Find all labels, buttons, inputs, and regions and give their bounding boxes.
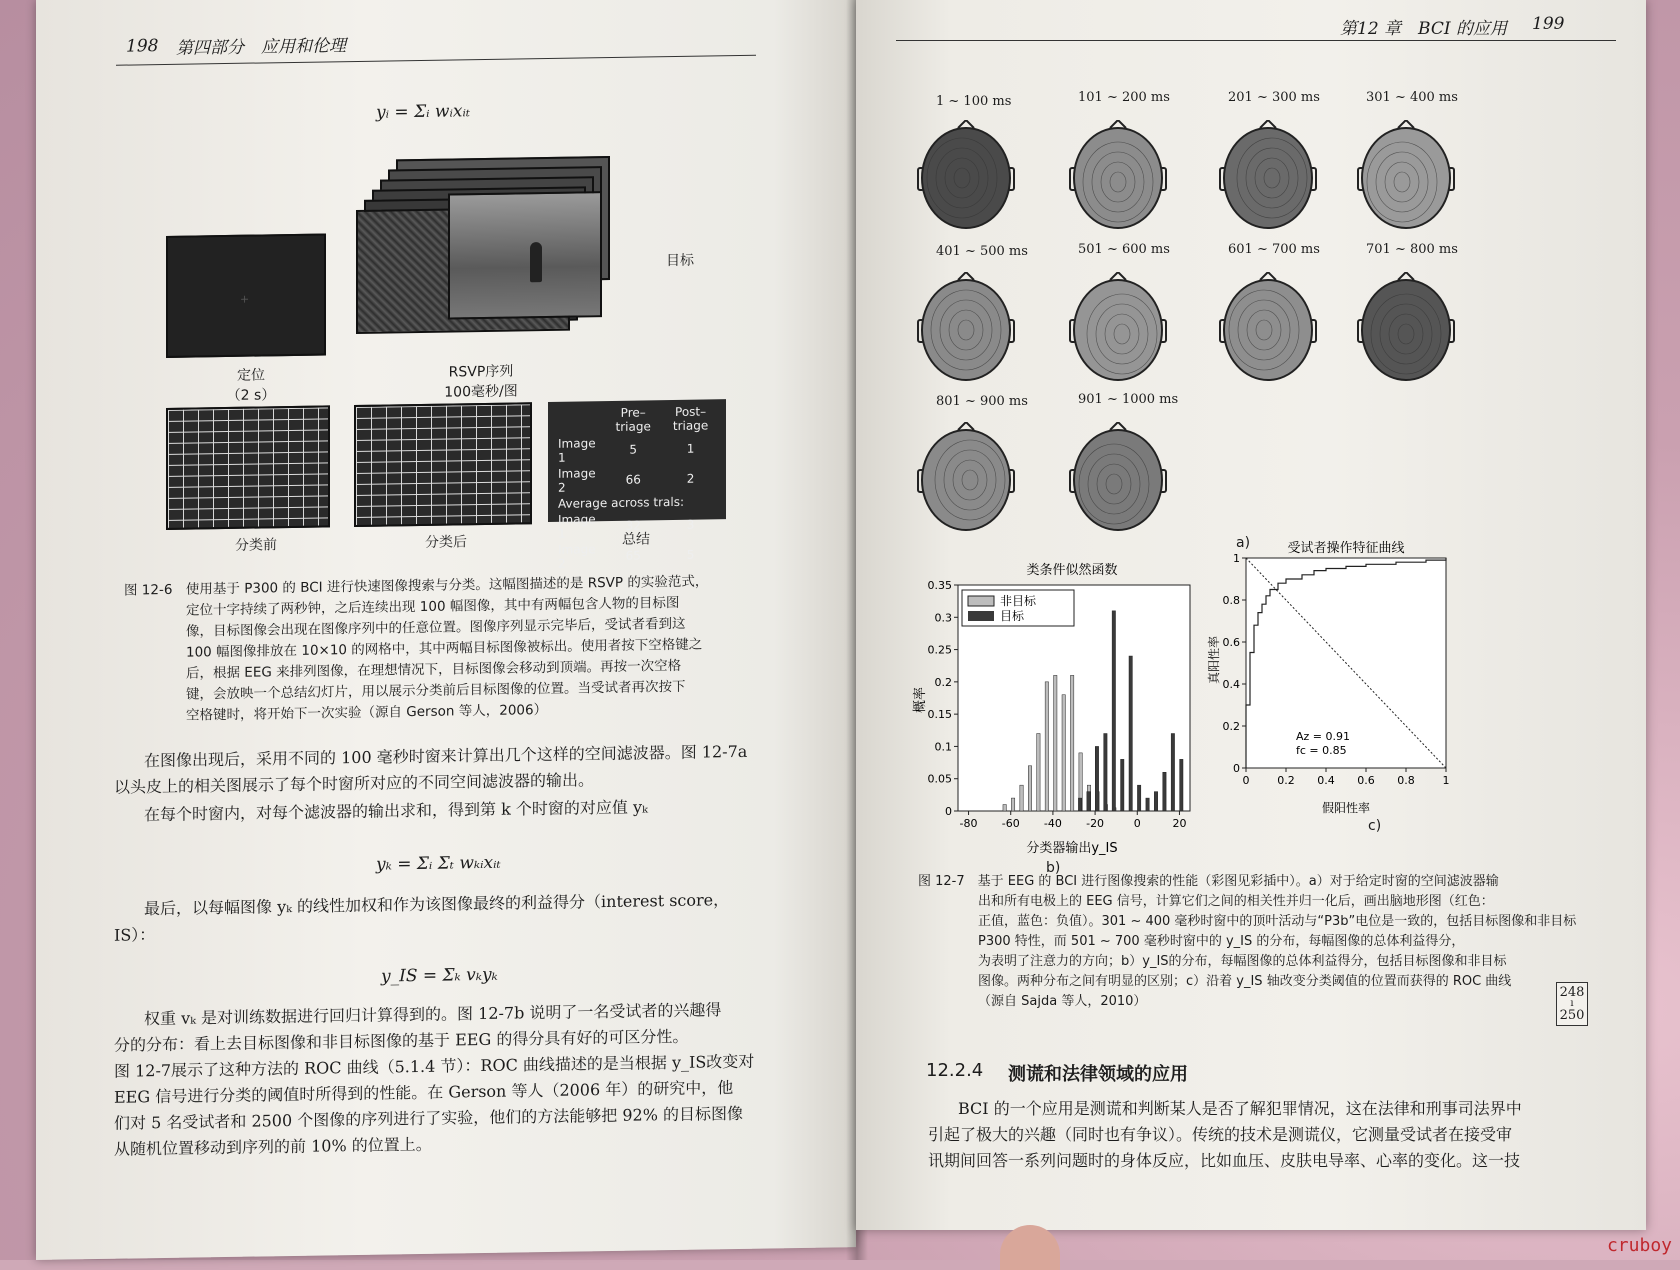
bar-non-target bbox=[1003, 805, 1006, 811]
grid-before-classification bbox=[166, 405, 330, 530]
paragraph-1: 在图像出现后，采用不同的 100 毫秒时窗来计算出几个这样的空间滤波器。图 12-7a 以头皮上的相关图展示了每个时窗所对应的不同空间滤波器的输出。 在每个时窗内，对每个滤波器的输出求和，得到第 k 个时窗的对应值 yₖ bbox=[114, 738, 774, 828]
topomap-label: 1 ~ 100 ms bbox=[936, 94, 1012, 109]
bar-target bbox=[1129, 656, 1132, 811]
roc-curve-chart bbox=[1206, 540, 1466, 830]
chart-b-xlabel: 分类器输出y_IS bbox=[1026, 841, 1118, 856]
chart-c-xtick-label: 0 bbox=[1242, 774, 1250, 787]
after-label: 分类后 bbox=[425, 534, 467, 551]
figure-12-6-caption: 图 12-6 使用基于 P300 的 BCI 进行快速图像搜索与分类。这幅图描述的是 RSVP 的实验范式， 定位十字持续了两秒钟，之后连续出现 100 幅图像，其中有两幅包含人物的目标图 像，目标图像会出现在图像序列中的任意位置。图像序列显示完毕后，受试者看到这 100 幅图像排放在 10×10 的网格中，其中两幅目标图像被标出。使用者按下空格键之 后，根据 EEG 来排列图像，在理想情况下，目标图像会移动到顶端。再按一次空格 键，会放映一个总结幻灯片，用以展示分类前后目标图像的位置。当受试者再次按下 空格键时，将开始下一次实验（源自 Gerson 等人，2006） bbox=[124, 573, 709, 724]
chart-b-ytick-label: 0.15 bbox=[927, 708, 952, 722]
chart-c-ytick-label: 0.2 bbox=[1222, 720, 1240, 733]
summary-table: Pre–triage Post–triage Image 1 5 1 Image 2 66 2 Average across trals: Image 1 32 3 Image 2 65 5 bbox=[558, 404, 709, 571]
paragraph-2: 在每个时窗内，对每个滤波器的输出求和，得到第 k 个时窗的对应值 yₖ bbox=[144, 797, 648, 825]
chart-b-xtick-label: -20 bbox=[1086, 817, 1105, 830]
topomap-head-icon bbox=[1068, 120, 1158, 220]
panel-b-label: b) bbox=[1046, 860, 1061, 876]
bar-target bbox=[1171, 734, 1174, 811]
page-number-right: 199 bbox=[1532, 14, 1565, 34]
paragraph-4: 权重 vₖ 是对训练数据进行回归计算得到的。图 12-7b 说明了一名受试者的兴趣得 分的分布：看上去目标图像和非目标图像的基于 EEG 的得分具有好的可区分性。 图 12-7展示了这种方法的 ROC 曲线（5.1.4 节）：ROC 曲线描述的是当根据 y_IS改变对 EEG 信号进行分类的阈值时所得到的性能。在 Gerson 等人（2006 年）的研究中，他 们对 5 名受试者和 2500 个图像的序列进行了实验，他们的方法能够把 92% 的目标图像 从随机位置移动到序列的前 10% 的位置上。 bbox=[114, 1000, 755, 1159]
bar-non-target bbox=[1062, 695, 1065, 811]
topomap-head-icon bbox=[1068, 422, 1158, 522]
page-number-left: 198 bbox=[126, 36, 159, 57]
watermark: cruboy bbox=[1606, 1235, 1672, 1256]
section-body: BCI 的一个应用是测谎和判断某人是否了解犯罪情况，这在法律和刑事司法界中 引起了极大的兴趣（同时也有争议）。传统的技术是测谎仪，它测量受试者在接受审 讯期间回答一系列问题时的身体反应，比如血压、皮肤电导率、心率的变化。这一技 bbox=[928, 1099, 1522, 1170]
topomap-label: 501 ~ 600 ms bbox=[1078, 242, 1170, 257]
topomap-head-icon bbox=[1068, 272, 1158, 372]
chart-c-ytick-label: 0.4 bbox=[1222, 678, 1240, 691]
topomap-head-icon bbox=[916, 422, 1006, 522]
legend-label-target: 目标 bbox=[1000, 609, 1025, 623]
chart-c-title: 受试者操作特征曲线 bbox=[1287, 541, 1405, 556]
legend-swatch-non-target bbox=[968, 596, 994, 606]
section-number: 12.2.4 bbox=[926, 1060, 984, 1081]
left-page bbox=[36, 0, 856, 1260]
bar-non-target bbox=[1020, 785, 1023, 811]
topomap-label: 801 ~ 900 ms bbox=[936, 394, 1028, 409]
panel-c-label: c) bbox=[1368, 818, 1382, 834]
chart-c-xtick-label: 0.8 bbox=[1397, 774, 1415, 787]
topomap-head-icon bbox=[1356, 272, 1446, 372]
rsvp-sub: 100毫秒/图 bbox=[444, 383, 518, 401]
chart-b-ytick-label: 0.2 bbox=[934, 675, 952, 689]
chart-b-ytick-label: 0.1 bbox=[934, 740, 952, 754]
bar-non-target bbox=[1037, 734, 1040, 811]
fixation-label: 定位 bbox=[237, 367, 265, 384]
chart-c-xtick-label: 0.2 bbox=[1277, 774, 1295, 787]
chart-c-ylabel: 真阳性率 bbox=[1207, 635, 1221, 685]
topomap-label: 101 ~ 200 ms bbox=[1078, 90, 1170, 105]
topomap-head-icon bbox=[1218, 120, 1308, 220]
chart-c-xtick-label: 1 bbox=[1442, 774, 1450, 787]
rsvp-label: RSVP序列 bbox=[448, 363, 514, 381]
equation-1: yᵢ = Σᵢ wᵢxᵢₜ bbox=[376, 101, 471, 123]
chart-c-xlabel: 假阳性率 bbox=[1321, 801, 1371, 815]
fixation-sub: （2 s） bbox=[226, 387, 276, 405]
bar-non-target bbox=[1028, 766, 1031, 811]
topomap-head-icon bbox=[916, 120, 1006, 220]
chart-c-xtick-label: 0.6 bbox=[1357, 774, 1375, 787]
chart-b-xtick-label: 20 bbox=[1172, 817, 1187, 830]
bar-target bbox=[1104, 734, 1107, 811]
chart-b-ytick-label: 0.3 bbox=[934, 611, 952, 625]
topomap-label: 201 ~ 300 ms bbox=[1228, 90, 1320, 105]
chart-b-ytick-label: 0.35 bbox=[927, 579, 952, 592]
target-image bbox=[448, 191, 602, 319]
before-label: 分类前 bbox=[235, 537, 277, 554]
bar-target bbox=[1078, 798, 1081, 811]
grid-after-classification bbox=[354, 402, 532, 527]
chart-b-xtick-label: -40 bbox=[1043, 817, 1062, 830]
header-rule-right bbox=[896, 40, 1616, 41]
legend-swatch-target bbox=[968, 611, 994, 621]
bar-target bbox=[1154, 792, 1157, 811]
figure-12-7-caption: 图 12-7 基于 EEG 的 BCI 进行图像搜索的性能（彩图见彩插中）。a）对于给定时窗的空间滤波器输 出和所有电极上的 EEG 信号，计算它们之间的相关性并归一化后，画出脑地形图（红色： 正值，蓝色：负值）。301 ~ 400 毫秒时窗中的顶叶活动与“P3b”电位是一致的，包括目标图像和非目标 P300 特性，而 501 ~ 700 毫秒时窗中的 y_IS 的分布，每幅图像的总体利益得分， 为表明了注意力的方向；b）y_IS的分布，每幅图像的总体利益得分，包括目标图像和非目标 图像。两种分布之间有明显的区别；c）沿着 y_IS 轴改变分类阈值的位置而获得的 ROC 曲线 （源自 Sajda 等人，2010） bbox=[918, 874, 1577, 1009]
bar-non-target bbox=[1070, 675, 1073, 811]
section-title: 测谎和法律领域的应用 bbox=[1008, 1064, 1188, 1085]
fixation-cross-icon: + bbox=[240, 292, 250, 306]
bar-target bbox=[1146, 798, 1149, 811]
chart-c-ytick-label: 0 bbox=[1233, 762, 1240, 775]
chart-b-ytick-label: 0.25 bbox=[927, 643, 952, 657]
panel-a-label: a) bbox=[1236, 535, 1251, 551]
chart-b-ytick-label: 0 bbox=[945, 805, 952, 818]
bar-target bbox=[1095, 746, 1098, 811]
topomap-label: 701 ~ 800 ms bbox=[1366, 242, 1458, 257]
chart-c-ytick-label: 0.6 bbox=[1222, 636, 1240, 649]
summary-label: 总结 bbox=[622, 531, 650, 548]
roc-annotation-az: Az = 0.91 bbox=[1296, 730, 1351, 743]
bar-target bbox=[1112, 611, 1115, 811]
bar-non-target bbox=[1045, 682, 1048, 811]
bar-target bbox=[1163, 772, 1166, 811]
chart-b-xtick-label: -60 bbox=[1001, 817, 1020, 830]
topomap-head-icon bbox=[1218, 272, 1308, 372]
legend-label-non-target: 非目标 bbox=[1000, 594, 1037, 608]
margin-page-badge: 248 ı 250 bbox=[1556, 982, 1588, 1026]
bar-target bbox=[1137, 785, 1140, 811]
likelihood-histogram-chart bbox=[912, 560, 1202, 860]
paragraph-3: 最后，以每幅图像 yₖ 的线性加权和作为该图像最终的利益得分（interest score， IS）： bbox=[114, 890, 730, 945]
bar-target bbox=[1087, 792, 1090, 811]
fixation-image bbox=[166, 233, 326, 358]
topomap-head-icon bbox=[916, 272, 1006, 372]
chart-c-xtick-label: 0.4 bbox=[1317, 774, 1335, 787]
bar-non-target bbox=[1011, 798, 1014, 811]
topomap-label: 901 ~ 1000 ms bbox=[1078, 392, 1179, 407]
chart-c-ytick-label: 1 bbox=[1233, 552, 1240, 565]
chart-b-xtick-label: 0 bbox=[1133, 817, 1141, 830]
bar-target bbox=[1121, 759, 1124, 811]
chart-b-legend bbox=[962, 590, 1074, 626]
chart-b-ytick-label: 0.05 bbox=[927, 772, 952, 786]
chart-b-ylabel: 概率 bbox=[913, 686, 928, 714]
chart-c-ytick-label: 0.8 bbox=[1222, 594, 1240, 607]
topomap-label: 401 ~ 500 ms bbox=[936, 244, 1028, 259]
topomap-head-icon bbox=[1356, 120, 1446, 220]
equation-2: yₖ = Σᵢ Σₜ wₖᵢxᵢₜ bbox=[376, 852, 501, 875]
right-page bbox=[856, 0, 1646, 1230]
roc-annotation-fc: fc = 0.85 bbox=[1296, 744, 1347, 757]
chart-b-title: 类条件似然函数 bbox=[1026, 563, 1118, 578]
right-header: 第12 章 BCI 的应用 bbox=[1340, 19, 1507, 39]
topomap-label: 301 ~ 400 ms bbox=[1366, 90, 1458, 105]
left-header: 第四部分 应用和伦理 bbox=[176, 36, 346, 59]
bar-non-target bbox=[1054, 675, 1057, 811]
bar-target bbox=[1180, 759, 1183, 811]
person-silhouette-icon bbox=[530, 242, 542, 282]
chart-b-xtick-label: -80 bbox=[959, 817, 978, 830]
topomap-label: 601 ~ 700 ms bbox=[1228, 242, 1320, 257]
target-label: 目标 bbox=[666, 252, 694, 270]
equation-3: y_IS = Σₖ vₖyₖ bbox=[381, 964, 498, 987]
